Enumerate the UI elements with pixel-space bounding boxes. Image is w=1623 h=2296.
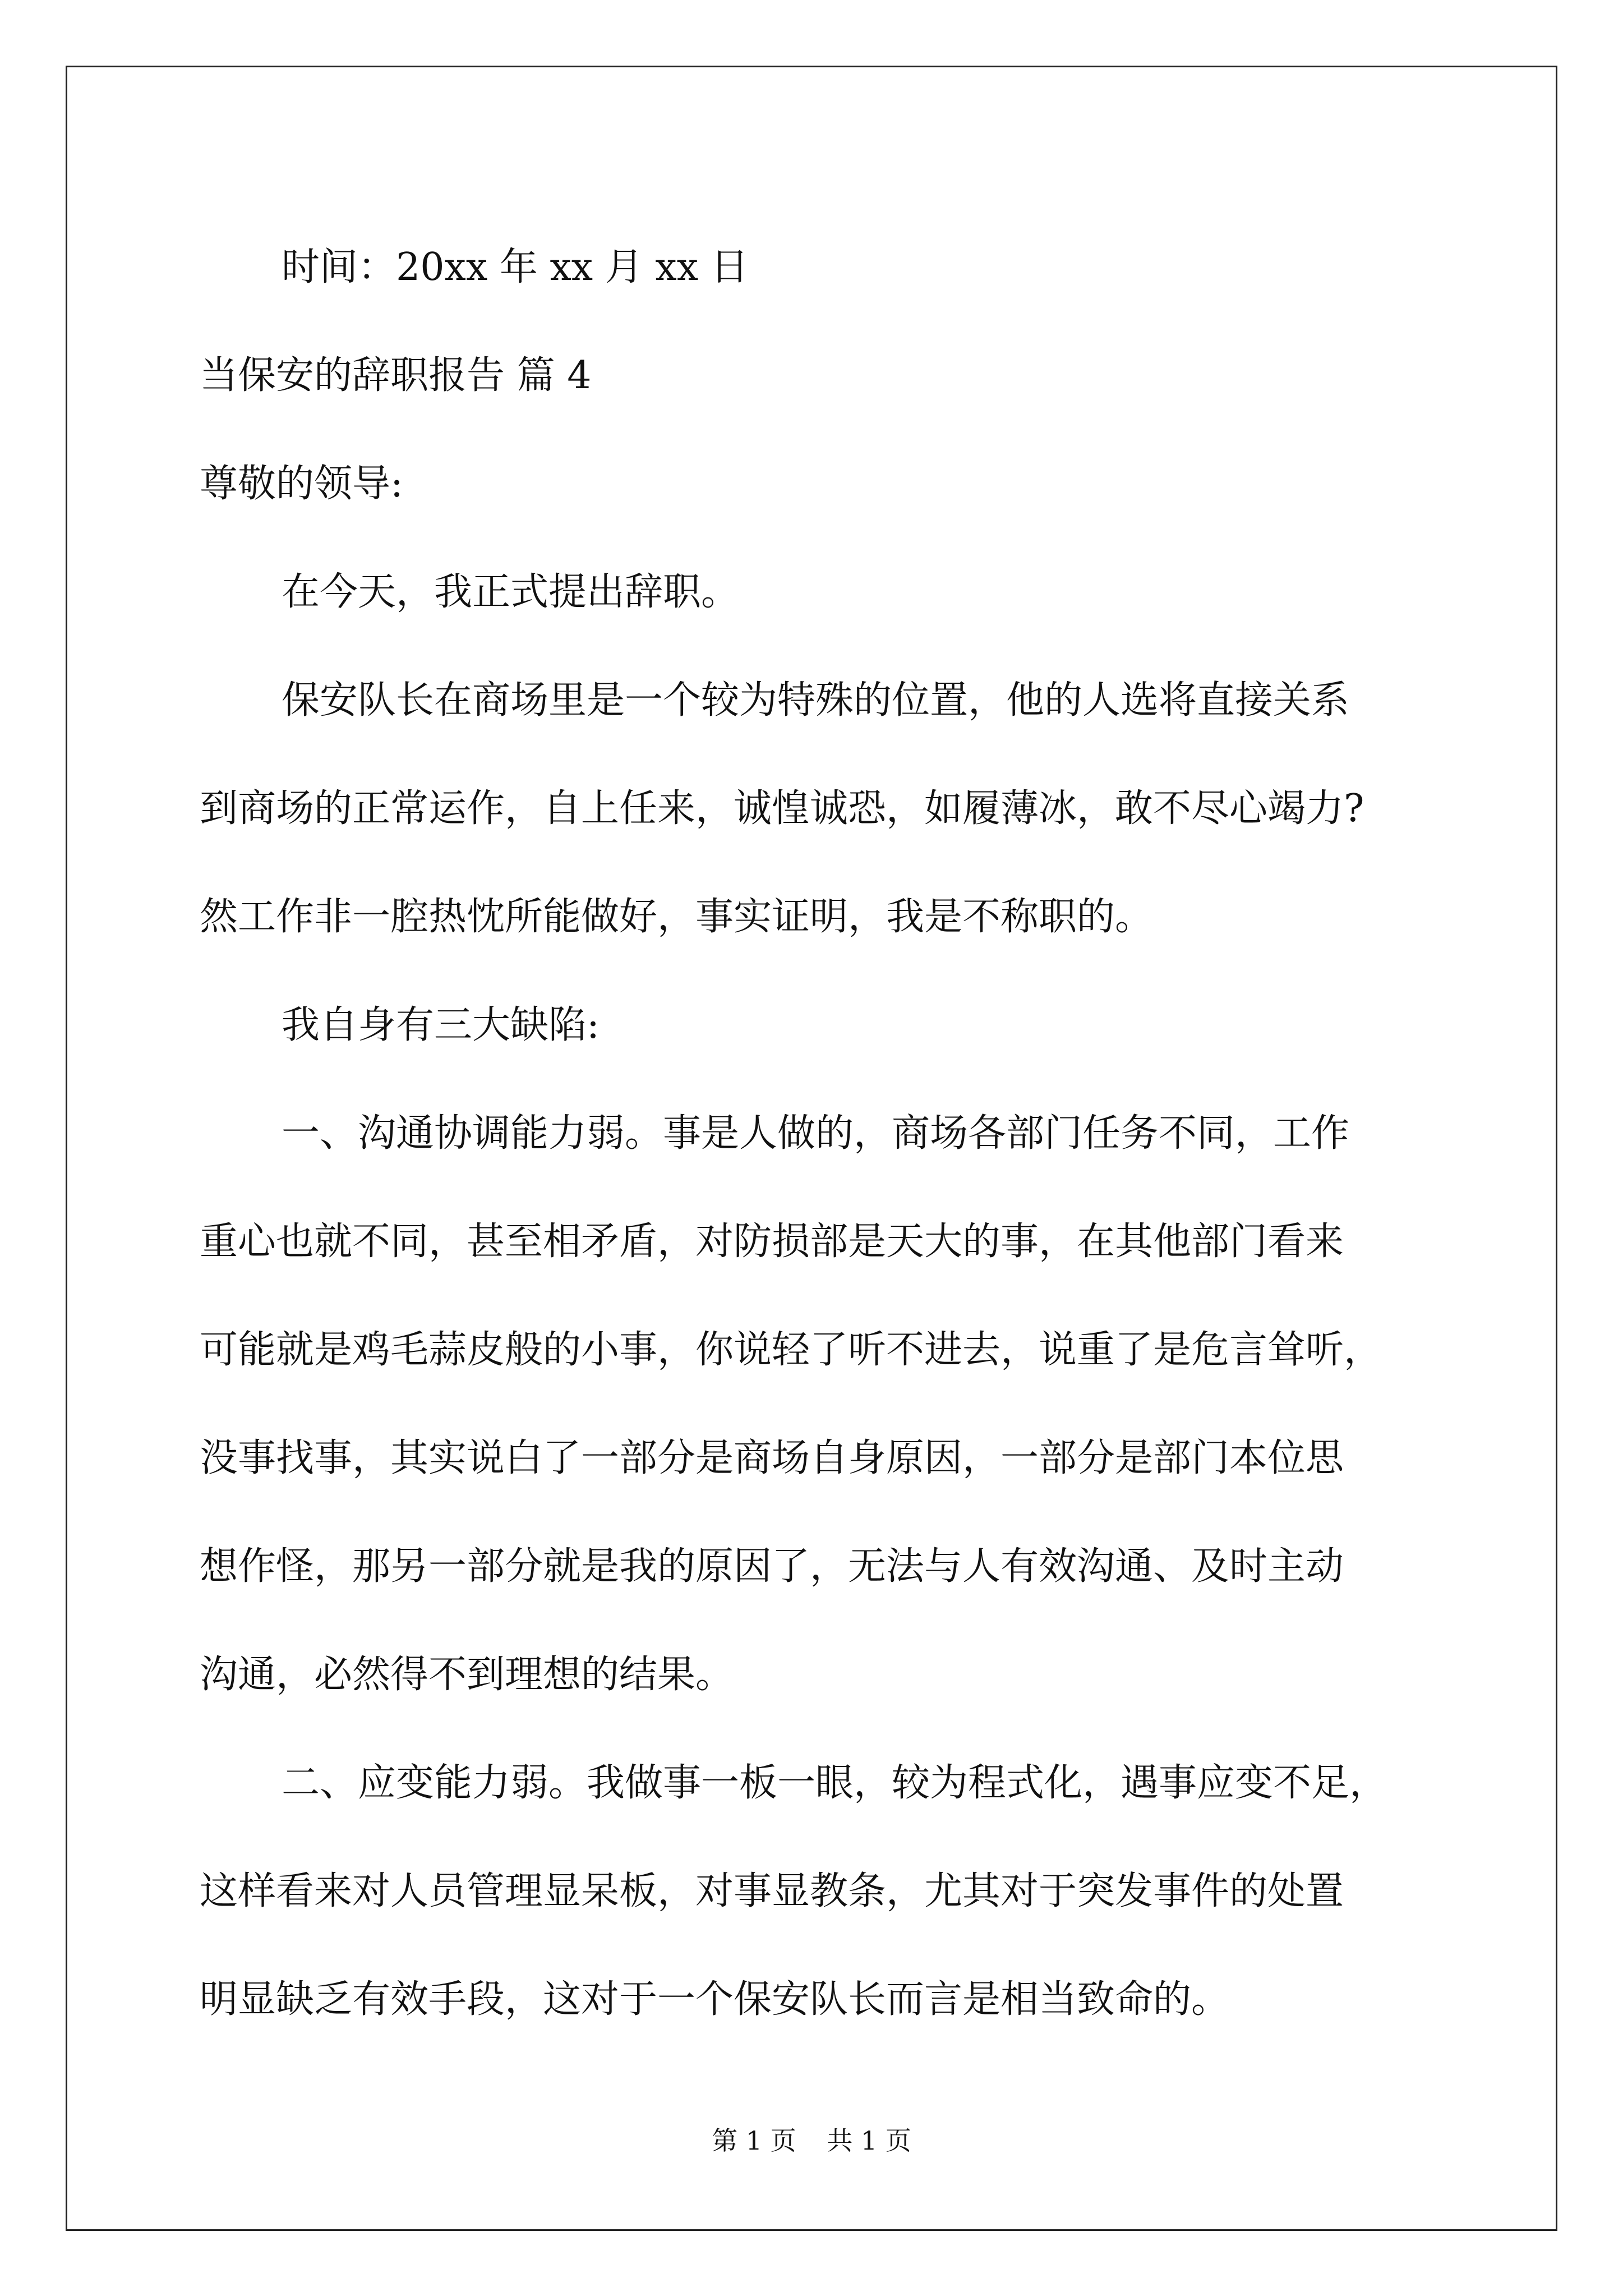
page-number-current: 第 1 页 [712,2125,796,2156]
paragraph-line: 然工作非一腔热忱所能做好，事实证明，我是不称职的。 [200,895,1154,939]
paragraph-line: 在今天，我正式提出辞职。 [282,570,740,614]
paragraph-line: 二、应变能力弱。我做事一板一眼，较为程式化，遇事应变不足， [282,1761,1388,1805]
paragraph-line: 到商场的正常运作，自上任来，诚惶诚恐，如履薄冰，敢不尽心竭力? [200,786,1364,831]
paragraph-line: 没事找事，其实说白了一部分是商场自身原因，一部分是部门本位思 [200,1436,1344,1480]
paragraph-line: 重心也就不同，甚至相矛盾，对防损部是天大的事，在其他部门看来 [200,1220,1344,1264]
paragraph-line: 可能就是鸡毛蒜皮般的小事，你说轻了听不进去，说重了是危言耸听， [200,1328,1382,1372]
page-footer [0,2120,1623,2157]
paragraph-line: 我自身有三大缺陷: [282,1003,600,1047]
page-number-total: 共 1 页 [827,2125,911,2156]
date-line: 时间：20xx 年 xx 月 xx 日 [282,245,749,289]
paragraph-line: 沟通，必然得不到理想的结果。 [200,1653,734,1697]
document-body [200,213,1439,2054]
paragraph-line: 保安队长在商场里是一个较为特殊的位置，他的人选将直接关系 [282,678,1350,723]
paragraph-line: 这样看来对人员管理显呆板，对事显教条，尤其对于突发事件的处置 [200,1869,1344,1913]
paragraph-line: 想作怪，那另一部分就是我的原因了，无法与人有效沟通、及时主动 [200,1544,1344,1589]
paragraph-line: 明显缺乏有效手段，这对于一个保安队长而言是相当致命的。 [200,1977,1230,2022]
salutation: 尊敬的领导: [200,462,403,506]
paragraph-line: 一、沟通协调能力弱。事是人做的，商场各部门任务不同，工作 [282,1111,1350,1156]
report-title: 当保安的辞职报告 篇 4 [200,353,592,398]
